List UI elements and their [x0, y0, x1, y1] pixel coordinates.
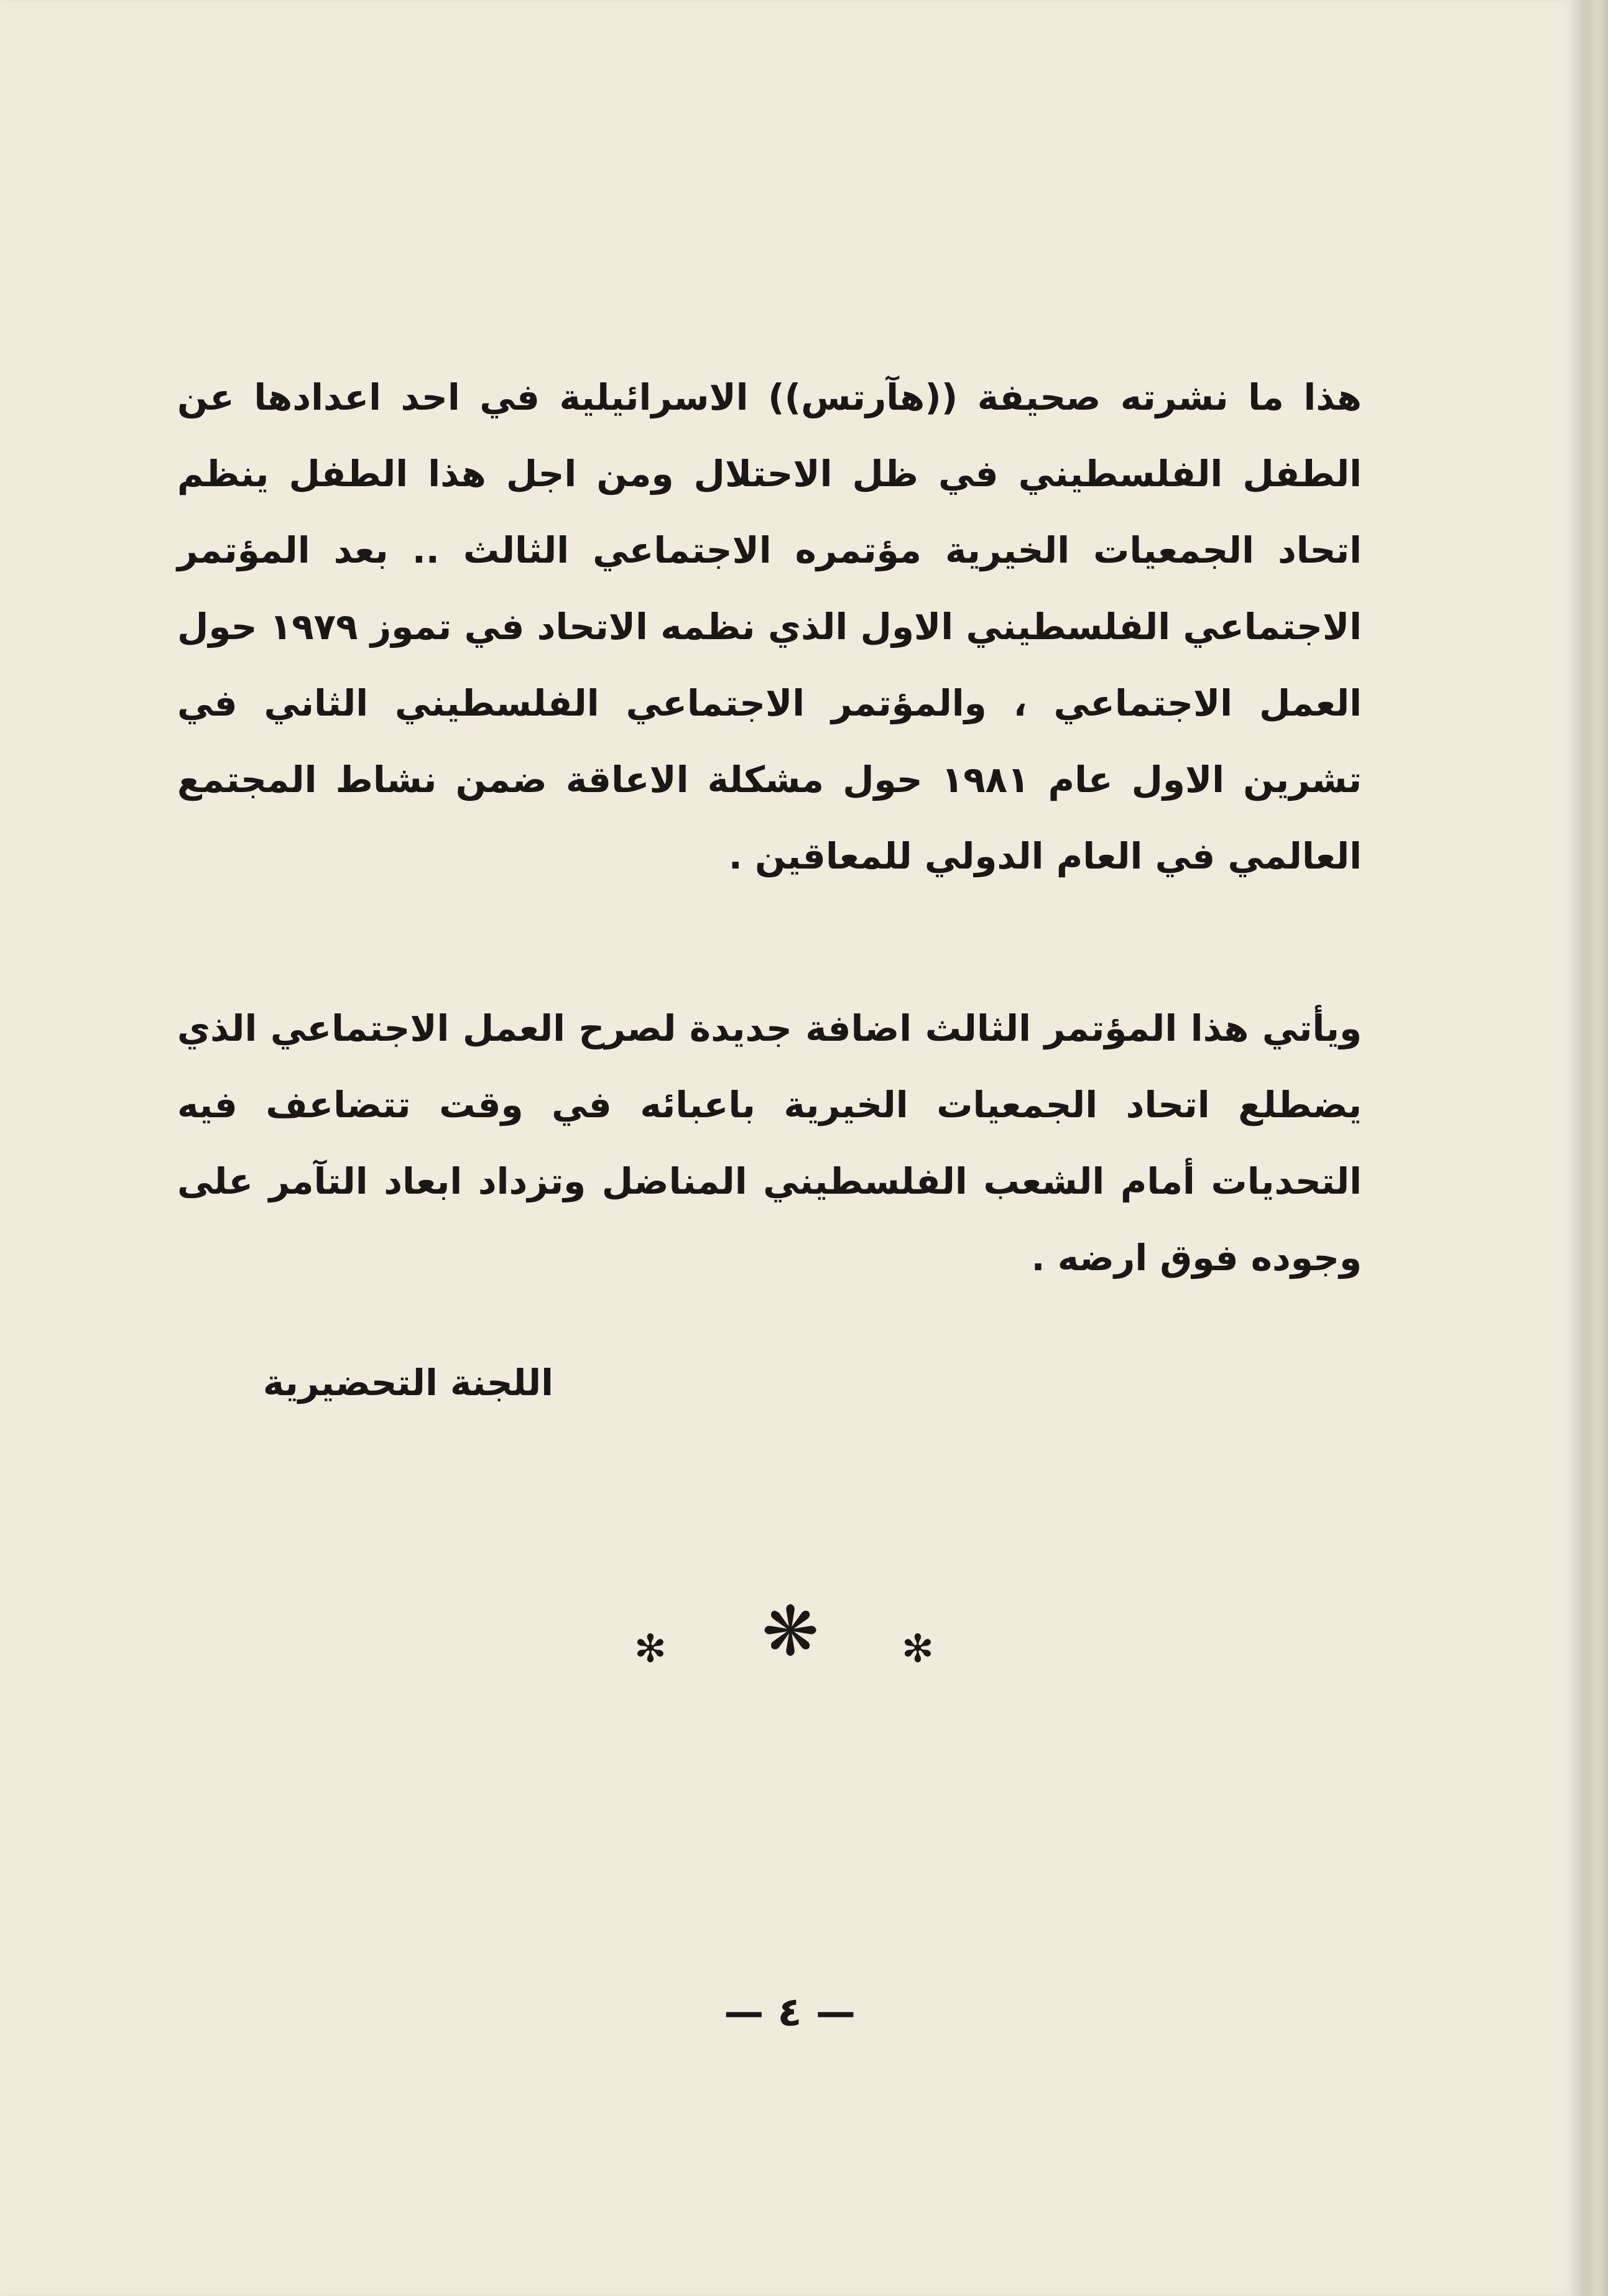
body-paragraph-1: هذا ما نشرته صحيفة ((هآرتس)) الاسرائيلية في احد اعدادها عن الطفل الفلسطيني في ظل الاحتلال ومن اجل هذا الطفل ينظم اتحاد الجمعيات الخيرية مؤتمره الاجتماعي الثالث .. بعد المؤتمر الاجتماعي الفلسطيني الاول الذي نظمه الاتحاد في تموز ١٩٧٩ حول العمل الاجتماعي ، والمؤتمر الاجتماعي الفلسطيني الثاني في تشرين الاول عام ١٩٨١ حول مشكلة الاعاقة ضمن نشاط المجتمع العالمي في العام الدولي للمعاقين . [177, 376, 1362, 877]
flower-ornament-icon: ❋ [762, 1592, 820, 1671]
asterisk-ornament-icon: ✻ [634, 1626, 667, 1671]
signature-preparatory-committee: اللجنة التحضيرية [262, 1362, 553, 1404]
page-number: — ٤ — [724, 1989, 856, 2036]
page-edge-stack [1573, 0, 1608, 2296]
section-ornament [609, 1592, 958, 1704]
asterisk-ornament-icon: ✻ [902, 1626, 934, 1671]
body-paragraph-2: ويأتي هذا المؤتمر الثالث اضافة جديدة لصرح العمل الاجتماعي الذي يضطلع اتحاد الجمعيات الخيرية باعبائه في وقت تتضاعف فيه التحديات أمام الشعب الفلسطيني المناضل وتزداد ابعاد التآمر على وجوده فوق ارضه . [177, 1007, 1362, 1279]
